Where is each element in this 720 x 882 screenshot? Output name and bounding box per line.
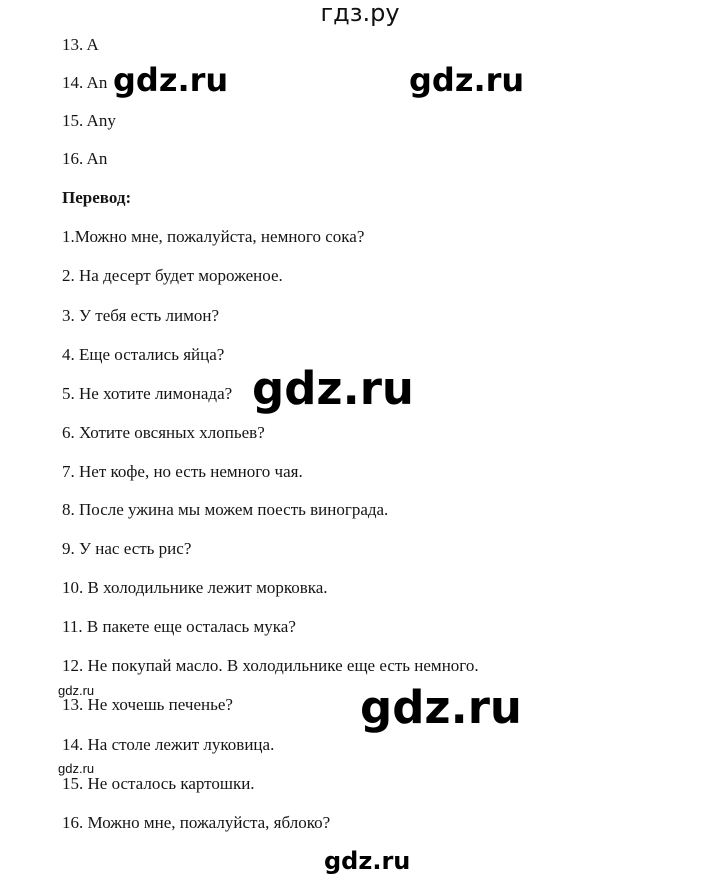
answer-line: 14. An — [62, 73, 108, 92]
translation-line: 4. Еще остались яйца? — [62, 345, 225, 364]
translation-line: 1.Можно мне, пожалуйста, немного сока? — [62, 227, 365, 246]
watermark: gdz.ru — [409, 61, 525, 99]
site-title: гдз.ру — [320, 0, 400, 27]
watermark-small: gdz.ru — [58, 761, 95, 776]
translation-line: 6. Хотите овсяных хлопьев? — [62, 423, 265, 442]
translation-line: 13. Не хочешь печенье? — [62, 695, 233, 714]
translation-line: 12. Не покупай масло. В холодильнике еще есть немного. — [62, 656, 479, 675]
watermark: gdz.ru — [252, 362, 414, 415]
answer-line: 16. An — [62, 149, 108, 168]
translation-line: 2. На десерт будет мороженое. — [62, 266, 283, 285]
translation-line: 16. Можно мне, пожалуйста, яблоко? — [62, 813, 331, 832]
translation-heading: Перевод: — [62, 188, 132, 207]
translation-line: 15. Не осталось картошки. — [62, 774, 255, 793]
translation-line: 5. Не хотите лимонада? — [62, 384, 233, 403]
translation-line: 7. Нет кофе, но есть немного чая. — [62, 462, 303, 481]
answer-line: 15. Any — [62, 111, 116, 130]
translation-line: 10. В холодильнике лежит морковка. — [62, 578, 328, 597]
watermark: gdz.ru — [360, 681, 522, 734]
translation-line: 11. В пакете еще осталась мука? — [62, 617, 296, 636]
translation-line: 14. На столе лежит луковица. — [62, 735, 275, 754]
watermark: gdz.ru — [113, 61, 229, 99]
watermark-small: gdz.ru — [58, 683, 95, 698]
translation-line: 9. У нас есть рис? — [62, 539, 192, 558]
watermark: gdz.ru — [324, 847, 411, 875]
answer-line: 13. A — [62, 35, 99, 54]
translation-line: 3. У тебя есть лимон? — [62, 306, 219, 325]
translation-line: 8. После ужина мы можем поесть винограда. — [62, 500, 389, 519]
